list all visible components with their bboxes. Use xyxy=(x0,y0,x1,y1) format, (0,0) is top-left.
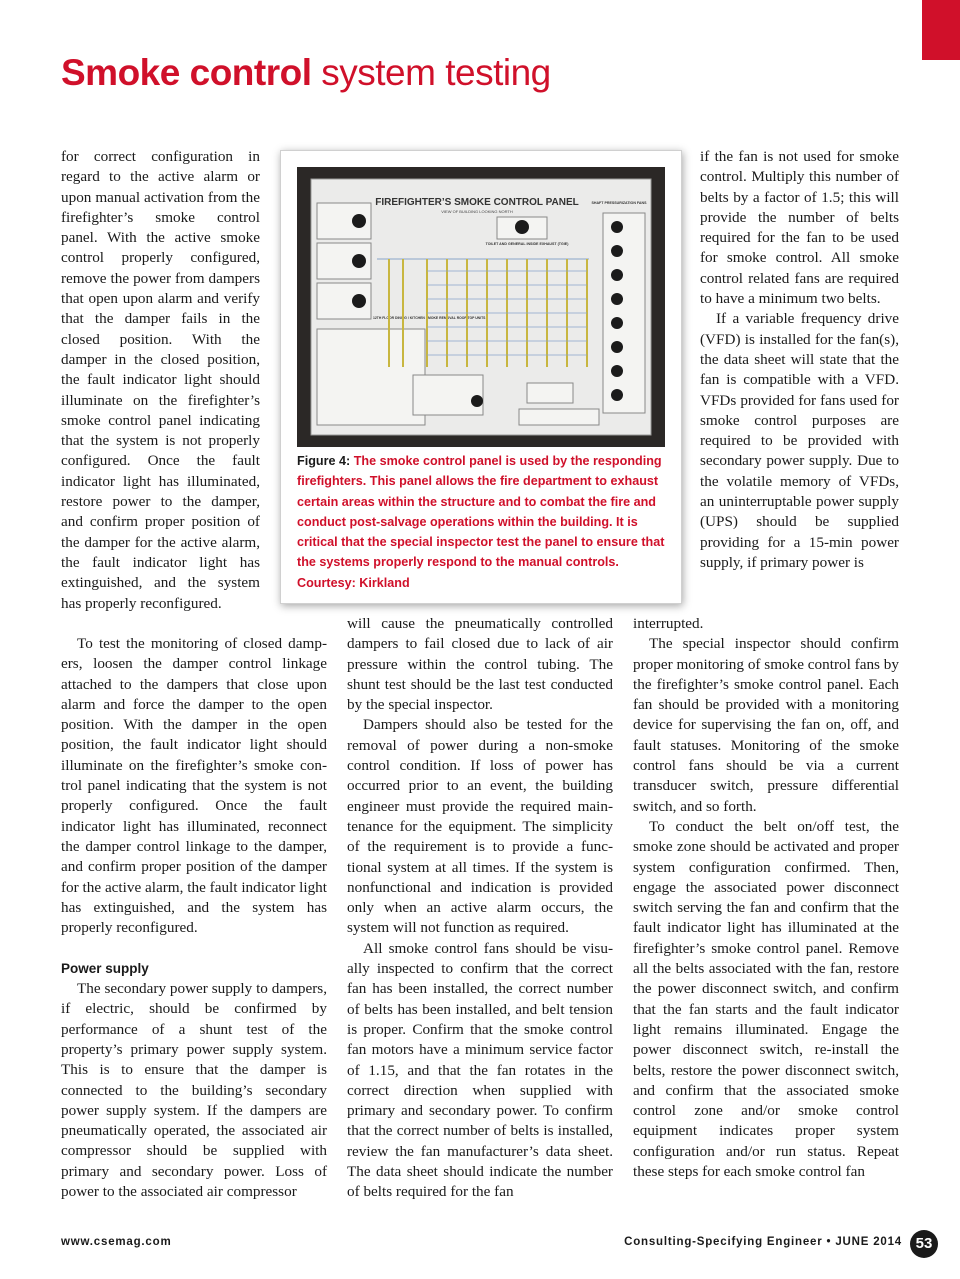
caption-label: Figure 4: xyxy=(297,454,351,468)
paragraph: To conduct the belt on/off test, the smoke zone should be activated and proper system configuration confirmed. Then, engage the associated power disconnect switch serving the fan and confirm that the fault indicator light has illuminated at the firefighter’s smoke control panel. Remove all the belts associated with the fan, restore the power disconnect switch, and confirm that the fan starts and the fault indicator light remains illuminated. Engage the power disconnect switch, re-install the belts, restore the power disconnect switch, and confirm that the associated smoke control zone and/or smoke control equipment indicates proper system configuration and/or run status. Repeat these steps for each smoke control fan xyxy=(633,817,899,1181)
footer-website: www.csemag.com xyxy=(61,1236,172,1248)
bus-label-text: TOILET AND GENERAL INSIDE EXHAUST (TGIE) xyxy=(485,242,569,246)
title-light: system testing xyxy=(321,52,551,93)
paragraph: The secondary power supply to dampers, if electric, should be confirmed by performance of a shunt test of the property’s primary power supply system. This is to ensure that the damper is connected to the building’s secondary power supply system. If the dampers are pneumatically operated, the associated air compressor should be supplied with primary and secondary power. Loss of power to the associated air compressor xyxy=(61,980,327,1201)
paragraph: interrupted. xyxy=(633,615,704,632)
column-left-top xyxy=(61,147,260,614)
zone-label-text: 12TH FLOOR DINING / KITCHEN SMOKE REMOVAL ROOF TOP UNITS xyxy=(373,316,486,320)
smoke-control-panel-photo xyxy=(297,167,665,447)
paragraph: All smoke control fans should be visually inspected to confirm that the correct fan has been installed, the correct number of belts has been installed, and belt tension is proper. Confirm that the smoke control fan motors have a minimum service factor of 1.15, and that the fan rotates in the correct direction when supplied with primary and secondary power. To confirm that the correct number of belts is installed, review the fan manufacturer’s data sheet. The data sheet should indicate the number of belts required for the fan xyxy=(347,939,613,1201)
page-number: 53 xyxy=(910,1230,938,1258)
paragraph: If a variable frequency drive (VFD) is installed for the fan(s), the data sheet will state that the fan is compatible with a VFD. VFDs provided for fans used for smoke control purposes are required to be provided with secondary power supply. Due to the volatile memory of VFDs, an uninterruptable power supply (UPS) should be supplied providing for a 15-min power supply, if primary power is xyxy=(700,310,899,571)
footer-publication: Consulting-Specifying Engineer • JUNE 2014 xyxy=(624,1236,902,1248)
edge-accent-bar xyxy=(922,0,960,60)
caption-text: The smoke control panel is used by the responding firefighters. This panel allows the fire department to exhaust certain areas within the structure and to combat the fire and conduct post-salvage operations within the building. It is critical that the special inspector test the panel to ensure that the systems properly respond to the manual controls. Courtesy: Kirkland xyxy=(297,454,665,590)
column-right-top xyxy=(700,147,899,573)
paragraph: The special inspector should confirm proper monitoring of smoke control fans by the firefighter’s smoke control panel. Each fan should be provided with a monitoring device for supervising the fan on, off, and fault statuses. Monitoring of the smoke control fans should be via a current transducer switch, pressure differential switch, and so forth. xyxy=(633,635,899,815)
column-left-bottom xyxy=(61,634,327,1202)
figure-caption xyxy=(297,451,669,593)
paragraph: for correct configuration in regard to the active alarm or upon manual activation from the firefighter’s smoke control panel. With the active smoke control properly configured, remove the power from dampers that open upon alarm and verify that the damper fails in the closed position. With the damper in the closed position, the fault indicator light should illuminate on the firefighter’s smoke control panel indicating that the system is not properly configured. Once the fault indicator light has illuminated, restore power to the damper, and confirm proper position of the damper for the active alarm, the fault indicator light has extinguished, and the system has properly reconfigured. xyxy=(61,148,260,612)
section-heading: Power supply xyxy=(61,960,149,976)
panel-title-text: FIREFIGHTER’S SMOKE CONTROL PANEL xyxy=(375,197,579,208)
column-middle xyxy=(347,614,613,1203)
paragraph: Dampers should also be tested for the removal of power during a non-smoke control condition. If loss of power has occurred prior to an event, the building engineer must provide the required maintenance for the equipment. The simplicity of the requirement is to provide a functional system at all times. If the system is nonfunctional and indication is provided only when an active alarm occurs, the system will not function as required. xyxy=(347,716,613,937)
paragraph: will cause the pneumatically controlled dampers to fail closed due to lack of air pressure within the control tubing. The shunt test should be the last test conducted by the special inspector. xyxy=(347,615,613,714)
title-bold: Smoke control xyxy=(61,52,312,93)
spacer xyxy=(61,938,327,958)
page-title xyxy=(61,52,551,94)
paragraph: if the fan is not used for smoke control. Multiply this number of belts by a factor of 1.5; this will provide the number of belts required for the fan to be used for smoke control. All smoke control related fans are required to have a minimum two belts. xyxy=(700,148,899,308)
shaft-label-text: SHAFT PRESSURIZATION FANS xyxy=(591,201,647,205)
column-right-bottom xyxy=(633,614,899,1182)
figure-4 xyxy=(280,150,682,604)
paragraph: To test the monitoring of closed dampers, loosen the damper control linkage attached to the dampers that close upon alarm and force the damper to the open position. With the damper in the open position, the fault indicator light should illuminate on the firefighter’s smoke control panel indicating that the system is not properly configured. Once the fault indicator light has illuminated, reconnect the damper control linkage to the damper, and confirm proper position of the damper for the active alarm, the fault indicator light has extinguished, and the system has properly reconfigured. xyxy=(61,635,327,937)
panel-subtitle-text: VIEW OF BUILDING LOOKING NORTH xyxy=(441,209,513,214)
